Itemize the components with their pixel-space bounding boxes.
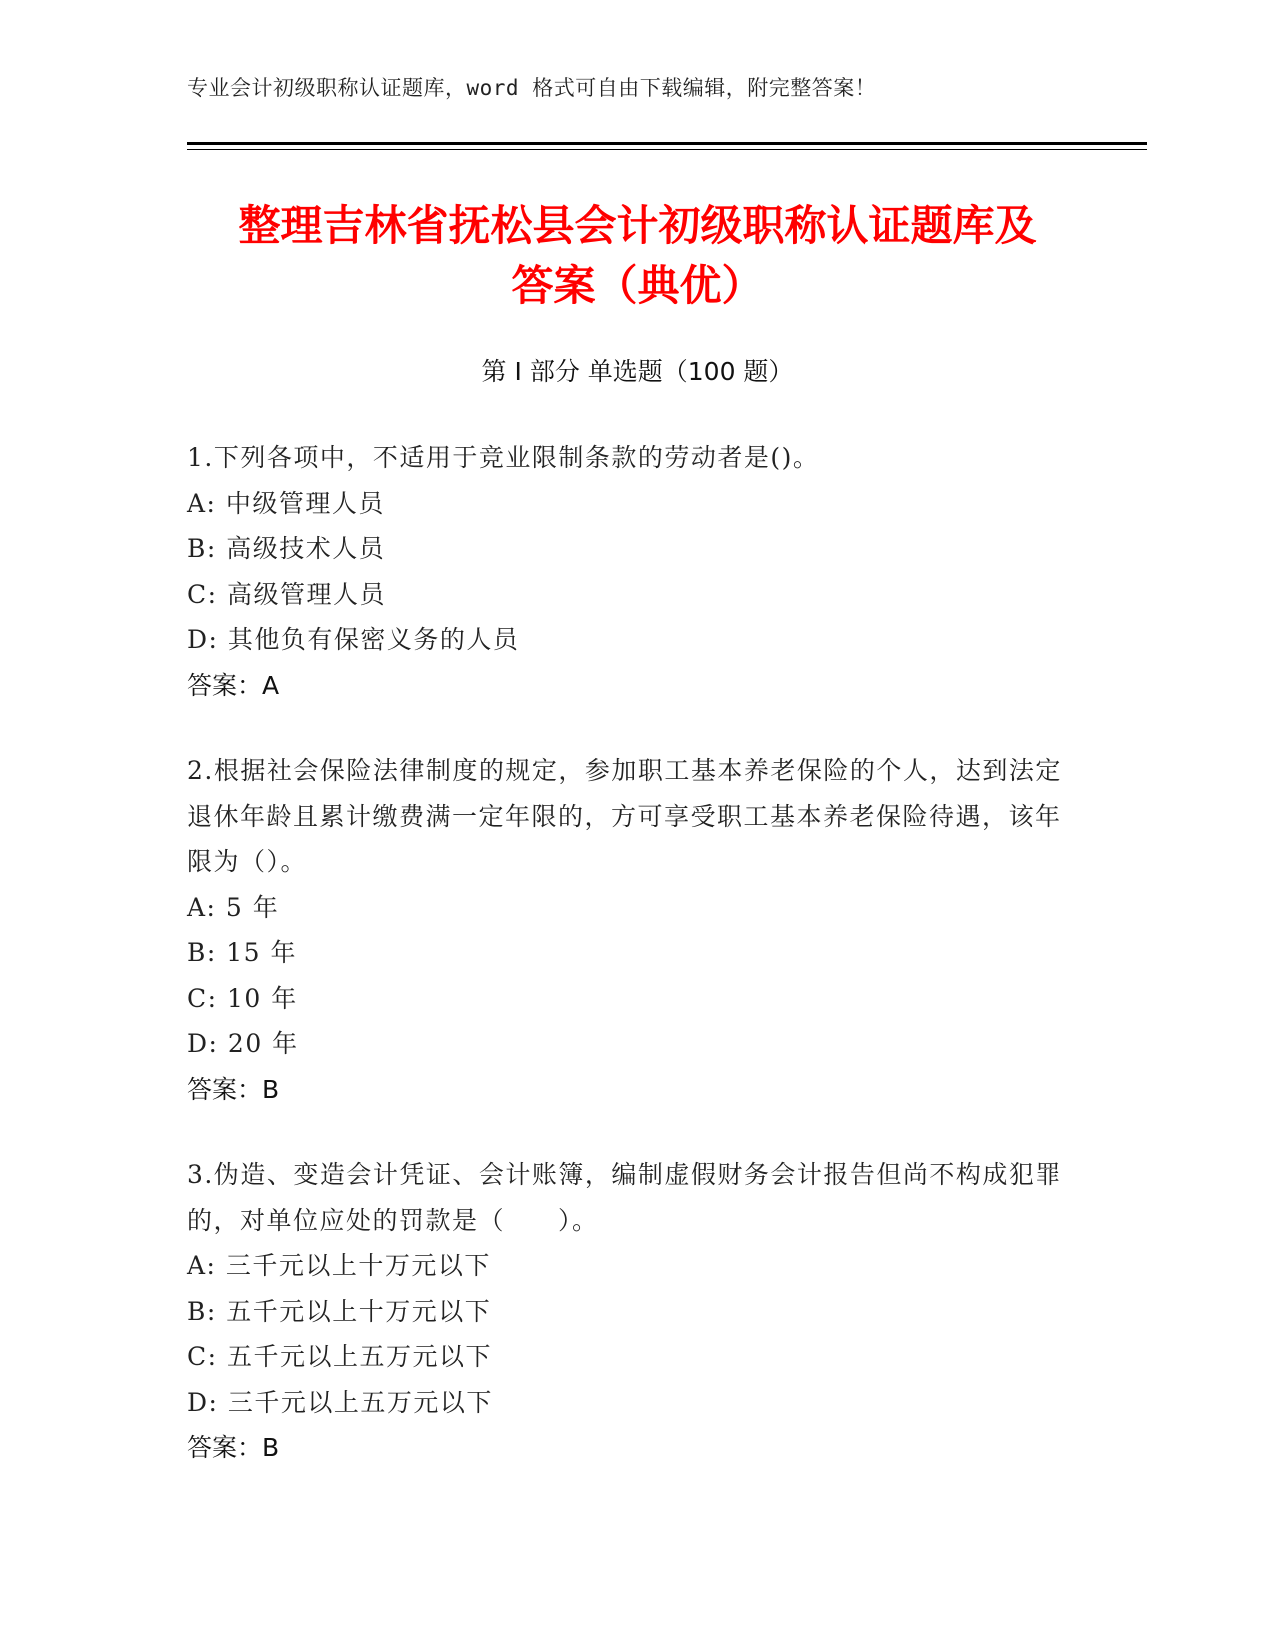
option-c: C: 五千元以上五万元以下 — [187, 1342, 492, 1371]
title-line-1: 整理吉林省抚松县会计初级职称认证题库及 — [238, 201, 1037, 250]
answer: 答案：A — [187, 670, 280, 700]
answer: 答案：B — [187, 1074, 280, 1104]
option-d: D: 三千元以上五万元以下 — [187, 1387, 493, 1417]
option-d: D: 其他负有保密义务的人员 — [187, 625, 520, 654]
title-line-2: 答案（典优） — [511, 261, 764, 310]
option-b: B: 高级技术人员 — [187, 534, 386, 563]
option-a: A: 三千元以上十万元以下 — [187, 1251, 491, 1280]
document-title — [150, 196, 1125, 316]
header-rule-thin — [187, 149, 1147, 150]
header-rule-thick — [187, 142, 1147, 145]
question-3 — [187, 1152, 1067, 1471]
option-a: A: 5 年 — [187, 892, 280, 922]
option-d: D: 20 年 — [187, 1029, 299, 1058]
question-2 — [187, 748, 1067, 1112]
question-list — [187, 435, 1067, 1511]
question-stem: 2.根据社会保险法律制度的规定，参加职工基本养老保险的个人，达到法定退休年龄且累计缴费满一定年限的，方可享受职工基本养老保险待遇，该年限为（）。 — [187, 756, 1062, 876]
option-c: C: 10 年 — [187, 983, 298, 1013]
question-stem: 3.伪造、变造会计凭证、会计账簿，编制虚假财务会计报告但尚不构成犯罪的，对单位应处的罚款是（ ）。 — [187, 1160, 1062, 1235]
question-stem: 1.下列各项中，不适用于竞业限制条款的劳动者是()。 — [187, 443, 820, 472]
header-note: 专业会计初级职称认证题库，word 格式可自由下载编辑，附完整答案！ — [187, 76, 877, 100]
option-a: A: 中级管理人员 — [187, 488, 385, 518]
answer: 答案：B — [187, 1433, 280, 1462]
option-b: B: 五千元以上十万元以下 — [187, 1296, 492, 1326]
section-title: 第 I 部分 单选题（100 题） — [481, 357, 794, 386]
question-1 — [187, 435, 1067, 708]
option-c: C: 高级管理人员 — [187, 579, 386, 609]
option-b: B: 15 年 — [187, 938, 297, 967]
